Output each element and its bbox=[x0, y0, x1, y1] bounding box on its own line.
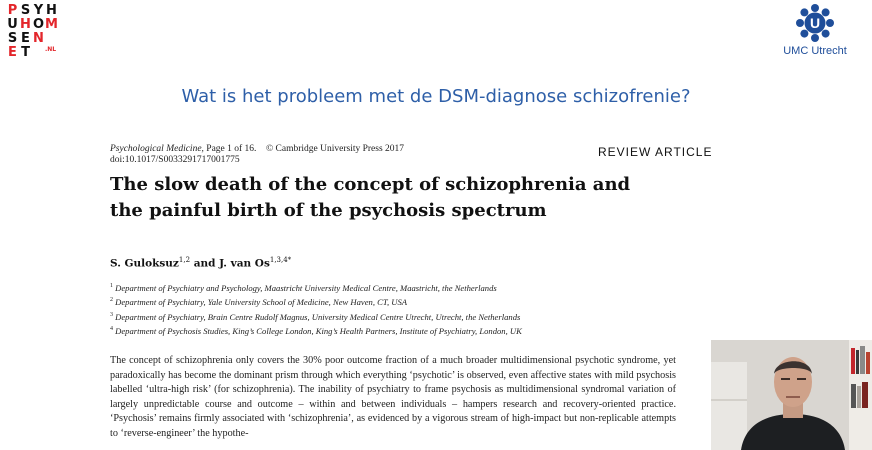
logo-letter: M bbox=[45, 17, 58, 32]
author-name: S. Guloksuz bbox=[110, 257, 179, 270]
authors bbox=[110, 256, 291, 270]
logo-letter bbox=[45, 32, 58, 46]
journal-name: Psychological Medicine, bbox=[110, 144, 204, 154]
psyhomeshnl-logo bbox=[6, 4, 58, 60]
logo-letter bbox=[32, 46, 45, 60]
affiliation bbox=[110, 294, 710, 308]
affiliation-num: 4 bbox=[110, 326, 113, 333]
author-affil-num: 1,3,4 bbox=[269, 256, 288, 264]
logo-letter: P bbox=[7, 3, 18, 18]
umc-utrecht-logo bbox=[780, 3, 850, 57]
affiliation-text: Department of Psychiatry, Yale University School of Medicine, New Haven, CT, USA bbox=[115, 297, 408, 308]
logo-letter: H bbox=[20, 17, 31, 32]
slide-title: Wat is het probleem met de DSM-diagnose schizofrenie? bbox=[181, 86, 691, 107]
paper-meta bbox=[110, 144, 404, 166]
affiliations bbox=[110, 280, 710, 338]
page-info: Page 1 of 16. bbox=[206, 144, 257, 154]
affiliation bbox=[110, 309, 710, 323]
review-article-label: REVIEW ARTICLE bbox=[598, 145, 713, 159]
affiliation-text: Department of Psychiatry, Brain Centre Rudolf Magnus, University Medical Centre Utrecht, Utrecht, the Netherlands bbox=[115, 311, 521, 322]
author-affil-ref bbox=[270, 256, 291, 264]
logo-letter: O bbox=[32, 17, 45, 32]
affiliation-num: 1 bbox=[110, 283, 113, 289]
logo-letter: N bbox=[33, 31, 44, 46]
article-title-line: the painful birth of the psychosis spectrum bbox=[110, 200, 547, 221]
umc-logo-letter: U bbox=[809, 15, 821, 31]
corresponding-mark: * bbox=[287, 256, 292, 264]
article-title-line: The slow death of the concept of schizophrenia and bbox=[110, 174, 631, 195]
author-name: J. van Os bbox=[219, 257, 270, 270]
affiliation bbox=[110, 323, 710, 337]
logo-letter: S bbox=[7, 31, 18, 46]
logo-letter: E bbox=[8, 45, 17, 60]
article-title bbox=[110, 172, 710, 224]
author-affil-ref: 1,2 bbox=[178, 256, 191, 264]
logo-letter: U bbox=[7, 17, 18, 32]
umc-label: UMC Utrecht bbox=[783, 45, 847, 57]
logo-letter: E bbox=[21, 31, 30, 46]
affiliation-text: Department of Psychosis Studies, King’s College London, King’s Health Partners, Institute of Psychiatry, London, UK bbox=[115, 326, 522, 337]
affiliation-num: 2 bbox=[110, 297, 113, 304]
logo-letter: S bbox=[20, 3, 31, 18]
affiliation bbox=[110, 280, 710, 294]
author-separator: and bbox=[190, 257, 220, 270]
logo-letter: T bbox=[21, 45, 30, 60]
doi: doi:10.1017/S0033291717001775 bbox=[110, 155, 240, 165]
umc-emblem-icon bbox=[795, 3, 835, 43]
webcam-video bbox=[711, 340, 872, 450]
copyright: © Cambridge University Press 2017 bbox=[265, 144, 405, 154]
abstract-text: The concept of schizophrenia only covers the 30% poor outcome fraction of a much broader multidimensional psychotic syndrome, yet paradoxically has become the dominant prism through which everything ‘psychotic’ is observed, even affective states with mild psychosis labelled ‘ultra-high risk’ (for schizophrenia). The inability of psychiatry to frame psychosis as multidimensional syndromal variation of largely unpredictable course and outcome – within and between individuals – hampers research and recovery-oriented practice. ‘Psychosis’ remains firmly associated with ‘schizophrenia’, as evidenced by a vigorous stream of high-impact but non-replicable attempts to ‘reverse-engineer’ the hypothe- bbox=[110, 355, 676, 439]
logo-letter: .NL bbox=[45, 46, 57, 53]
affiliation-text: Department of Psychiatry and Psychology, Maastricht University Medical Centre, Maastricht, the Netherlands bbox=[115, 282, 497, 293]
logo-letter: H bbox=[46, 3, 57, 18]
logo-letter: Y bbox=[33, 3, 44, 18]
affiliation-num: 3 bbox=[110, 311, 113, 318]
presenter-video-frame bbox=[711, 340, 872, 450]
